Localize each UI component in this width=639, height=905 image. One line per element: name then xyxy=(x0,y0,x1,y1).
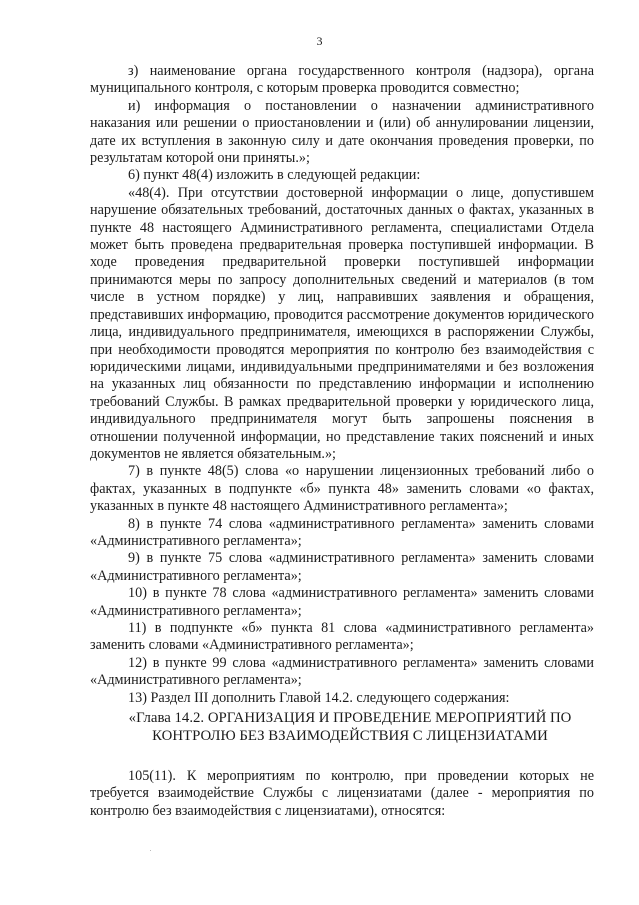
paragraph-item-10: 10) в пункте 78 слова «административного регламента» заменить словами «Административного регламента»; xyxy=(90,585,594,619)
paragraph-48-4: «48(4). При отсутствии достоверной информации о лице, допустившем нарушение обязательных требований, достаточных данных о фактах, указанных в пункте 48 настоящего Административного регламента, специалистами Отдела может быть проведена предварительная проверка поступившей информации. В ходе проведения предварительной проверки поступившей информации принимаются меры по запросу дополнительных сведений и материалов (в том числе в устном порядке) у лиц, направивших заявления и обращения, представивших информацию, проводится рассмотрение документов юридического лица, индивидуального предпринимателя, имеющихся в распоряжении Службы, при необходимости проводятся мероприятия по контролю без взаимодействия с юридическими лицами, индивидуальными предпринимателями и без возложения на указанных лиц обязанности по представлению информации и исполнению требований Службы. В рамках предварительной проверки у юридического лица, индивидуального предпринимателя могут быть запрошены пояснения в отношении полученной информации, но представление таких пояснений и иных документов не является обязательным.»; xyxy=(90,184,594,462)
paragraph-z: з) наименование органа государственного контроля (надзора), органа муниципального контроля, с которым проверка проводится совместно; xyxy=(90,63,594,97)
chapter-heading: «Глава 14.2. ОРГАНИЗАЦИЯ И ПРОВЕДЕНИЕ МЕРОПРИЯТИЙ ПО КОНТРОЛЮ БЕЗ ВЗАИМОДЕЙСТВИЯ С ЛИЦЕНЗИАТАМИ xyxy=(128,710,572,745)
paragraph-item-9: 9) в пункте 75 слова «административного регламента» заменить словами «Административного регламента»; xyxy=(90,550,594,584)
scan-speck xyxy=(150,850,151,851)
page-number: 3 xyxy=(316,34,323,48)
paragraph-item-8: 8) в пункте 74 слова «административного регламента» заменить словами «Административного регламента»; xyxy=(90,515,594,549)
paragraph-item-11: 11) в подпункте «б» пункта 81 слова «административного регламента» заменить словами «Административного регламента»; xyxy=(90,620,594,654)
paragraph-105-11: 105(11). К мероприятиям по контролю, при проведении которых не требуется взаимодействие Службы с лицензиатами (далее - мероприятия по контролю без взаимодействия с лицензиатами), относятся: xyxy=(90,768,594,819)
paragraph-item-12: 12) в пункте 99 слова «административного регламента» заменить словами «Административного регламента»; xyxy=(90,654,594,689)
document-body xyxy=(90,63,594,820)
paragraph-item-13: 13) Раздел III дополнить Главой 14.2. следующего содержания: xyxy=(128,689,510,706)
paragraph-i: и) информация о постановлении о назначении административного наказания или решении о приостановлении и (или) об аннулировании лицензии, дате их вступления в законную силу и дате окончания проведения проверки, по результатам которой они приняты.»; xyxy=(90,97,594,167)
paragraph-item-7: 7) в пункте 48(5) слова «о нарушении лицензионных требований либо о фактах, указанных в подпункте «б» пункта 48» заменить словами «о фактах, указанных в пункте 48 настоящего Административного регламента»; xyxy=(90,463,594,515)
spacer xyxy=(90,745,594,768)
paragraph-item-6: 6) пункт 48(4) изложить в следующей редакции: xyxy=(128,167,421,184)
